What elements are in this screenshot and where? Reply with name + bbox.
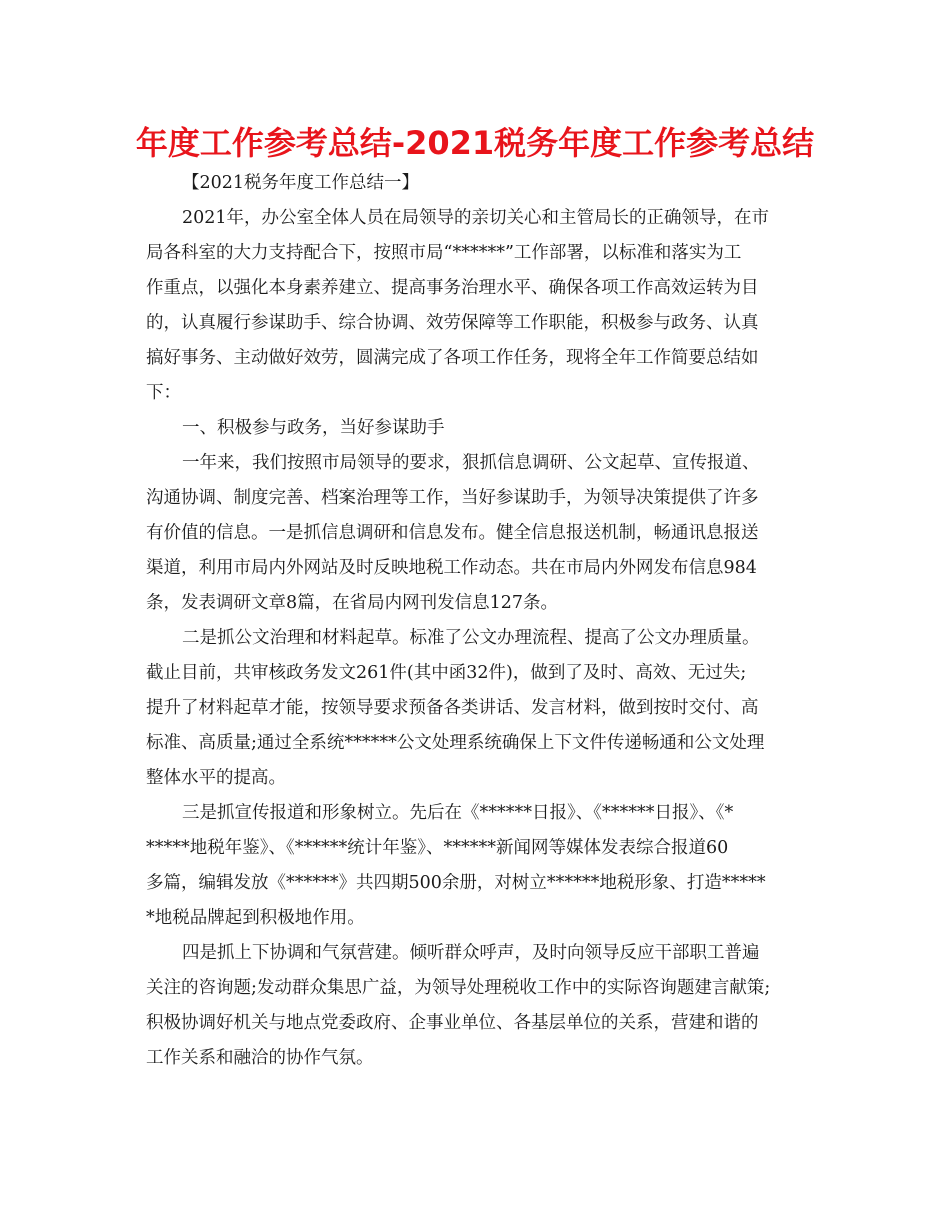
body-line: 二是抓公文治理和材料起草。标准了公文办理流程、提高了公文办理质量。: [182, 628, 760, 648]
body-line: 下：: [146, 383, 181, 403]
body-line: 积极协调好机关与地点党委政府、企事业单位、各基层单位的关系，营建和谐的: [146, 1013, 759, 1033]
body-line: 沟通协调、制度完善、档案治理等工作，当好参谋助手，为领导决策提供了许多: [146, 488, 759, 508]
body-line: 一年来，我们按照市局领导的要求，狠抓信息调研、公文起草、宣传报道、: [182, 453, 760, 473]
body-line: 标准、高质量;通过全系统******公文处理系统确保上下文件传递畅通和公文处理: [146, 733, 765, 753]
body-line: 【2021税务年度工作总结一】: [182, 173, 420, 193]
body-line: 四是抓上下协调和气氛营建。倾听群众呼声，及时向领导反应干部职工普遍: [182, 943, 760, 963]
body-line: 提升了材料起草才能，按领导要求预备各类讲话、发言材料，做到按时交付、高: [146, 698, 759, 718]
document-title: 年度工作参考总结-2021税务年度工作参考总结: [135, 124, 815, 162]
body-line: 局各科室的大力支持配合下，按照市局“******”工作部署，以标准和落实为工: [146, 243, 742, 263]
body-line: 关注的咨询题;发动群众集思广益，为领导处理税收工作中的实际咨询题建言献策;: [146, 978, 771, 998]
body-line: 三是抓宣传报道和形象树立。先后在《******日报》、《******日报》、《*: [182, 803, 734, 823]
body-line: 渠道，利用市局内外网站及时反映地税工作动态。共在市局内外网发布信息984: [146, 558, 757, 578]
document-body: [146, 166, 826, 1076]
body-line: 截止目前，共审核政务发文261件(其中函32件)，做到了及时、高效、无过失;: [146, 663, 747, 683]
body-line: 整体水平的提高。: [146, 768, 286, 788]
body-line: 的，认真履行参谋助手、综合协调、效劳保障等工作职能，积极参与政务、认真: [146, 313, 759, 333]
body-line: 多篇，编辑发放《******》共四期500余册，对树立******地税形象、打造*****: [146, 873, 766, 893]
body-line: 搞好事务、主动做好效劳，圆满完成了各项工作任务，现将全年工作简要总结如: [146, 348, 759, 368]
body-line: 条，发表调研文章8篇，在省局内网刊发信息127条。: [146, 593, 559, 613]
body-line: 有价值的信息。一是抓信息调研和信息发布。健全信息报送机制，畅通讯息报送: [146, 523, 759, 543]
body-line: 作重点，以强化本身素养建立、提高事务治理水平、确保各项工作高效运转为目: [146, 278, 759, 298]
body-line: 2021年，办公室全体人员在局领导的亲切关心和主管局长的正确领导，在市: [182, 208, 770, 228]
body-line: *****地税年鉴》、《******统计年鉴》、******新闻网等媒体发表综合报道60: [146, 838, 729, 858]
body-line: *地税品牌起到积极地作用。: [146, 908, 365, 928]
body-line: 一、积极参与政务，当好参谋助手: [182, 418, 445, 438]
body-line: 工作关系和融洽的协作气氛。: [146, 1048, 374, 1068]
